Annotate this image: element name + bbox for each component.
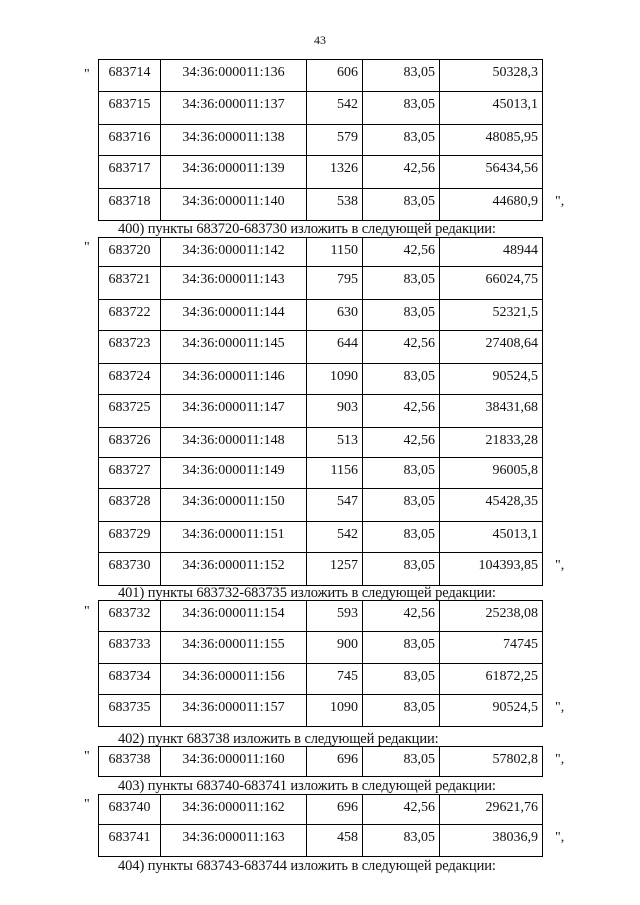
point-number: 683718 xyxy=(99,189,161,221)
area: 1090 xyxy=(307,364,363,395)
open-quote: " xyxy=(84,240,90,255)
close-quote: ", xyxy=(555,752,565,767)
close-quote: ", xyxy=(555,558,565,573)
point-number: 683733 xyxy=(99,632,161,664)
area: 542 xyxy=(307,92,363,125)
table-row xyxy=(99,601,543,632)
cadastral-number: 34:36:000011:160 xyxy=(161,747,307,777)
open-quote: " xyxy=(84,604,90,619)
area: 900 xyxy=(307,632,363,664)
value: 45428,35 xyxy=(440,489,543,522)
data-table xyxy=(98,237,543,586)
cadastral-number: 34:36:000011:137 xyxy=(161,92,307,125)
point-number: 683740 xyxy=(99,795,161,825)
close-quote: ", xyxy=(555,700,565,715)
table-row xyxy=(99,331,543,364)
cadastral-number: 34:36:000011:145 xyxy=(161,331,307,364)
table-row xyxy=(99,156,543,189)
rate: 83,05 xyxy=(363,825,440,857)
area: 1257 xyxy=(307,553,363,586)
cadastral-number: 34:36:000011:144 xyxy=(161,300,307,331)
point-number: 683724 xyxy=(99,364,161,395)
rate: 83,05 xyxy=(363,553,440,586)
table-row xyxy=(99,458,543,489)
cadastral-number: 34:36:000011:143 xyxy=(161,267,307,300)
value: 27408,64 xyxy=(440,331,543,364)
table-row xyxy=(99,300,543,331)
value: 74745 xyxy=(440,632,543,664)
value: 56434,56 xyxy=(440,156,543,189)
rate: 83,05 xyxy=(363,267,440,300)
table-row xyxy=(99,189,543,221)
value: 45013,1 xyxy=(440,92,543,125)
value: 21833,28 xyxy=(440,428,543,458)
rate: 83,05 xyxy=(363,489,440,522)
rate: 83,05 xyxy=(363,695,440,727)
open-quote: " xyxy=(84,749,90,764)
point-number: 683722 xyxy=(99,300,161,331)
value: 104393,85 xyxy=(440,553,543,586)
rate: 42,56 xyxy=(363,238,440,267)
value: 50328,3 xyxy=(440,60,543,92)
rate: 83,05 xyxy=(363,458,440,489)
cadastral-number: 34:36:000011:151 xyxy=(161,522,307,553)
table-row xyxy=(99,267,543,300)
area: 795 xyxy=(307,267,363,300)
area: 1156 xyxy=(307,458,363,489)
page-number: 43 xyxy=(314,33,326,47)
table-row xyxy=(99,553,543,586)
rate: 83,05 xyxy=(363,747,440,777)
rate: 83,05 xyxy=(363,364,440,395)
cadastral-number: 34:36:000011:140 xyxy=(161,189,307,221)
area: 1090 xyxy=(307,695,363,727)
point-number: 683730 xyxy=(99,553,161,586)
data-table xyxy=(98,746,543,777)
table-row xyxy=(99,825,543,857)
data-table xyxy=(98,600,543,727)
cadastral-number: 34:36:000011:162 xyxy=(161,795,307,825)
rate: 83,05 xyxy=(363,189,440,221)
table-row xyxy=(99,795,543,825)
cadastral-number: 34:36:000011:142 xyxy=(161,238,307,267)
section-caption: 404) пункты 683743-683744 изложить в следующей редакции: xyxy=(118,858,496,874)
point-number: 683716 xyxy=(99,125,161,156)
table-row xyxy=(99,92,543,125)
table-row xyxy=(99,125,543,156)
open-quote: " xyxy=(84,797,90,812)
point-number: 683714 xyxy=(99,60,161,92)
point-number: 683723 xyxy=(99,331,161,364)
rate: 42,56 xyxy=(363,795,440,825)
data-table xyxy=(98,794,543,857)
area: 547 xyxy=(307,489,363,522)
area: 696 xyxy=(307,747,363,777)
rate: 42,56 xyxy=(363,601,440,632)
area: 593 xyxy=(307,601,363,632)
data-table xyxy=(98,59,543,221)
table-row xyxy=(99,238,543,267)
section-caption: 401) пункты 683732-683735 изложить в следующей редакции: xyxy=(118,585,496,601)
point-number: 683720 xyxy=(99,238,161,267)
point-number: 683738 xyxy=(99,747,161,777)
table-row xyxy=(99,428,543,458)
table-row xyxy=(99,747,543,777)
value: 90524,5 xyxy=(440,695,543,727)
value: 61872,25 xyxy=(440,664,543,695)
rate: 42,56 xyxy=(363,428,440,458)
section-caption: 402) пункт 683738 изложить в следующей редакции: xyxy=(118,731,439,747)
value: 38431,68 xyxy=(440,395,543,428)
point-number: 683726 xyxy=(99,428,161,458)
table-row xyxy=(99,522,543,553)
point-number: 683727 xyxy=(99,458,161,489)
cadastral-number: 34:36:000011:149 xyxy=(161,458,307,489)
area: 630 xyxy=(307,300,363,331)
rate: 83,05 xyxy=(363,92,440,125)
area: 1150 xyxy=(307,238,363,267)
rate: 42,56 xyxy=(363,395,440,428)
rate: 42,56 xyxy=(363,156,440,189)
area: 458 xyxy=(307,825,363,857)
area: 745 xyxy=(307,664,363,695)
value: 96005,8 xyxy=(440,458,543,489)
area: 1326 xyxy=(307,156,363,189)
close-quote: ", xyxy=(555,830,565,845)
table-row xyxy=(99,364,543,395)
section-caption: 400) пункты 683720-683730 изложить в следующей редакции: xyxy=(118,221,496,237)
point-number: 683734 xyxy=(99,664,161,695)
area: 696 xyxy=(307,795,363,825)
rate: 83,05 xyxy=(363,522,440,553)
section-caption: 403) пункты 683740-683741 изложить в следующей редакции: xyxy=(118,778,496,794)
rate: 83,05 xyxy=(363,300,440,331)
rate: 83,05 xyxy=(363,125,440,156)
cadastral-number: 34:36:000011:152 xyxy=(161,553,307,586)
value: 45013,1 xyxy=(440,522,543,553)
point-number: 683717 xyxy=(99,156,161,189)
value: 48085,95 xyxy=(440,125,543,156)
point-number: 683735 xyxy=(99,695,161,727)
area: 606 xyxy=(307,60,363,92)
value: 57802,8 xyxy=(440,747,543,777)
cadastral-number: 34:36:000011:150 xyxy=(161,489,307,522)
area: 579 xyxy=(307,125,363,156)
value: 44680,9 xyxy=(440,189,543,221)
point-number: 683732 xyxy=(99,601,161,632)
point-number: 683741 xyxy=(99,825,161,857)
table-row xyxy=(99,664,543,695)
cadastral-number: 34:36:000011:163 xyxy=(161,825,307,857)
value: 52321,5 xyxy=(440,300,543,331)
cadastral-number: 34:36:000011:136 xyxy=(161,60,307,92)
cadastral-number: 34:36:000011:156 xyxy=(161,664,307,695)
table-row xyxy=(99,632,543,664)
rate: 83,05 xyxy=(363,632,440,664)
area: 513 xyxy=(307,428,363,458)
cadastral-number: 34:36:000011:139 xyxy=(161,156,307,189)
table-row xyxy=(99,395,543,428)
table-row xyxy=(99,60,543,92)
cadastral-number: 34:36:000011:146 xyxy=(161,364,307,395)
point-number: 683715 xyxy=(99,92,161,125)
cadastral-number: 34:36:000011:147 xyxy=(161,395,307,428)
open-quote: " xyxy=(84,67,90,82)
rate: 83,05 xyxy=(363,60,440,92)
value: 38036,9 xyxy=(440,825,543,857)
cadastral-number: 34:36:000011:154 xyxy=(161,601,307,632)
close-quote: ", xyxy=(555,194,565,209)
rate: 83,05 xyxy=(363,664,440,695)
point-number: 683725 xyxy=(99,395,161,428)
table-row xyxy=(99,695,543,727)
rate: 42,56 xyxy=(363,331,440,364)
value: 25238,08 xyxy=(440,601,543,632)
table-row xyxy=(99,489,543,522)
value: 29621,76 xyxy=(440,795,543,825)
cadastral-number: 34:36:000011:138 xyxy=(161,125,307,156)
point-number: 683721 xyxy=(99,267,161,300)
point-number: 683728 xyxy=(99,489,161,522)
cadastral-number: 34:36:000011:148 xyxy=(161,428,307,458)
cadastral-number: 34:36:000011:157 xyxy=(161,695,307,727)
point-number: 683729 xyxy=(99,522,161,553)
value: 48944 xyxy=(440,238,543,267)
value: 66024,75 xyxy=(440,267,543,300)
value: 90524,5 xyxy=(440,364,543,395)
area: 538 xyxy=(307,189,363,221)
area: 903 xyxy=(307,395,363,428)
cadastral-number: 34:36:000011:155 xyxy=(161,632,307,664)
area: 644 xyxy=(307,331,363,364)
area: 542 xyxy=(307,522,363,553)
